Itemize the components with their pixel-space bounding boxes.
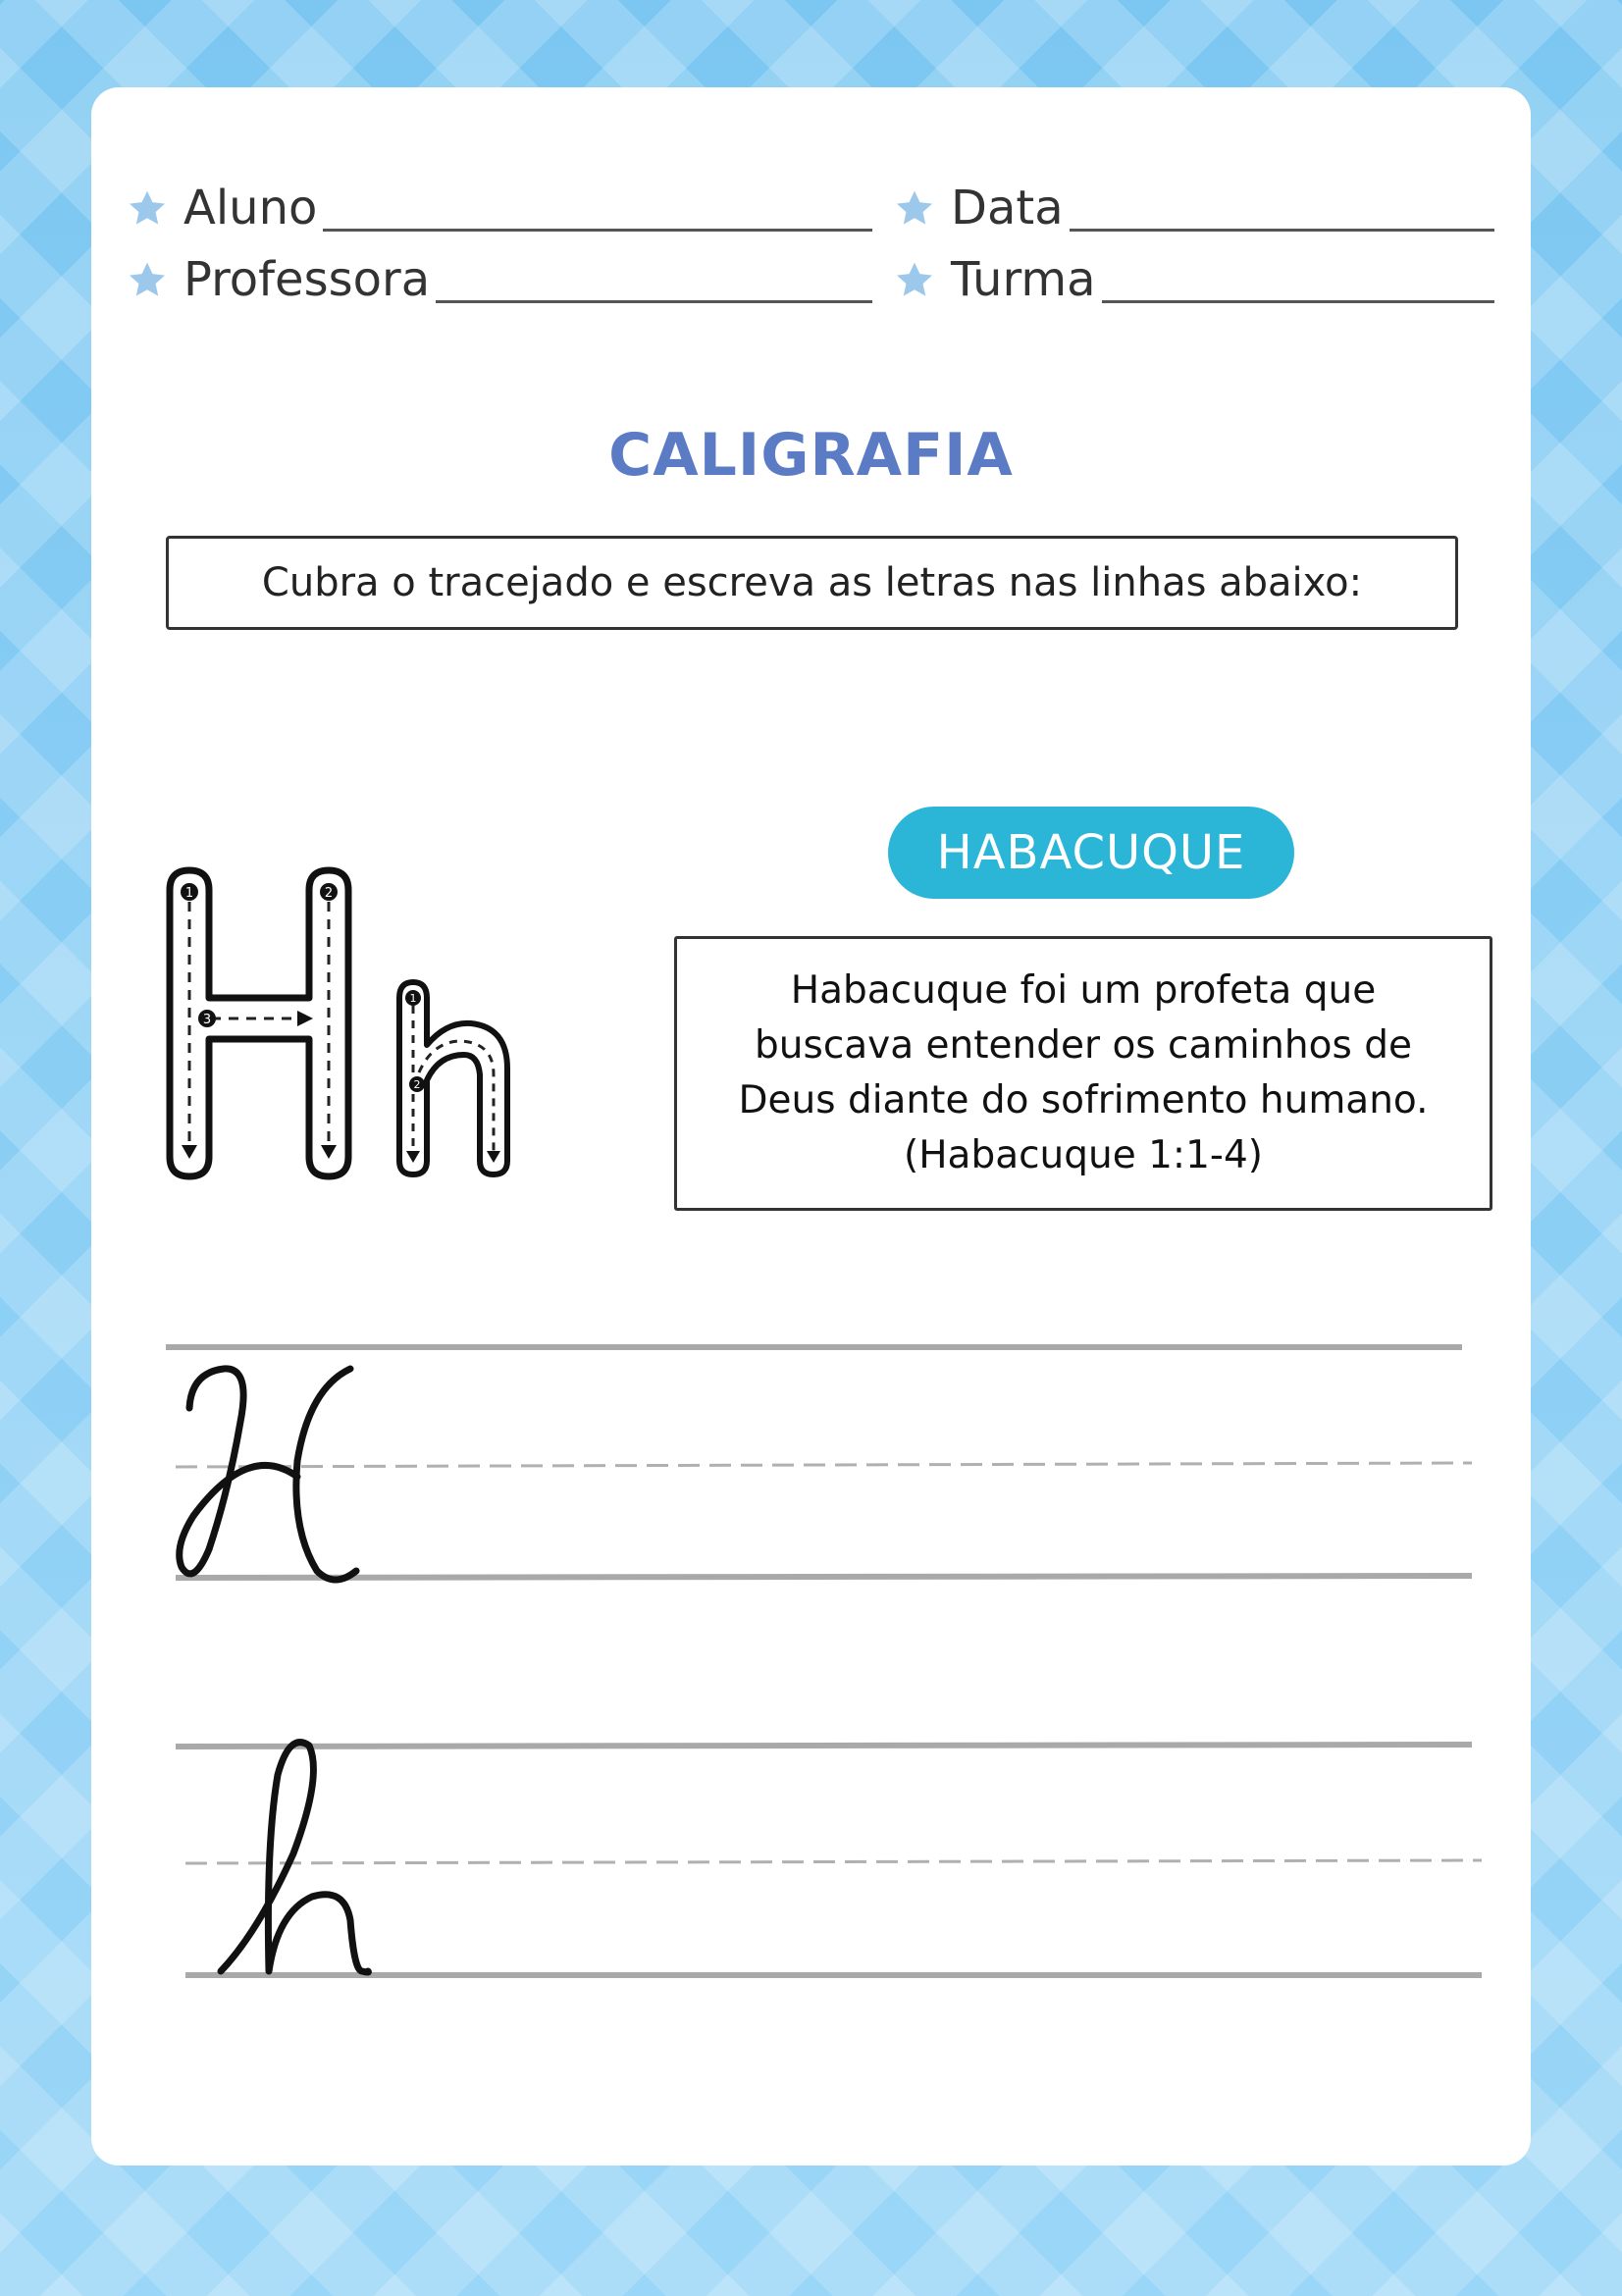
cursive-uppercase-h [180, 1369, 356, 1580]
field-line[interactable] [436, 300, 872, 303]
svg-text:2: 2 [413, 1078, 421, 1091]
description-line: (Habacuque 1:1-4) [904, 1133, 1263, 1177]
field-aluno[interactable] [127, 181, 872, 239]
star-icon [127, 260, 168, 301]
cursive-lowercase-h [221, 1743, 368, 1972]
field-line[interactable] [1102, 300, 1494, 303]
svg-text:3: 3 [202, 1013, 212, 1027]
field-data[interactable] [894, 181, 1494, 239]
field-label: Professora [183, 252, 431, 307]
character-name-badge [888, 807, 1294, 899]
svg-text:1: 1 [184, 886, 194, 901]
instruction-box [166, 536, 1458, 630]
description-line: buscava entender os caminhos de [755, 1023, 1412, 1068]
field-label: Data [951, 181, 1064, 235]
description-line: Habacuque foi um profeta que [790, 968, 1377, 1013]
star-icon [894, 260, 935, 301]
star-icon [894, 188, 935, 230]
star-icon [127, 188, 168, 230]
tracing-letters-image [162, 862, 643, 1294]
field-label: Turma [951, 252, 1096, 307]
description-line: Deus diante do sofrimento humano. [738, 1078, 1429, 1122]
page-title: CALIGRAFIA [608, 421, 1014, 490]
uppercase-h-outline [170, 870, 348, 1176]
svg-text:1: 1 [409, 992, 417, 1005]
character-description-box [674, 936, 1492, 1211]
field-professora[interactable] [127, 252, 872, 311]
field-line[interactable] [1070, 229, 1494, 232]
field-label: Aluno [183, 181, 318, 235]
worksheet-sheet [91, 87, 1531, 2166]
svg-text:2: 2 [324, 886, 334, 901]
instruction-text: Cubra o tracejado e escreva as letras nas linhas abaixo: [261, 560, 1363, 605]
field-line[interactable] [323, 229, 872, 232]
field-turma[interactable] [894, 252, 1494, 311]
character-name: HABACUQUE [936, 825, 1246, 880]
